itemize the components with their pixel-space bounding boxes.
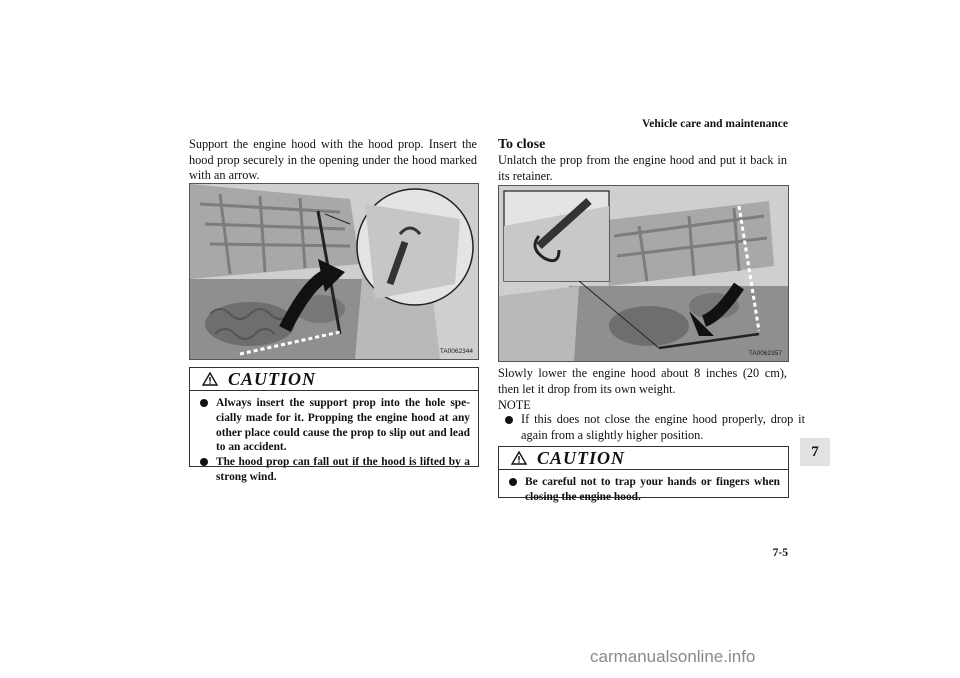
note-label: NOTE [498,398,531,412]
warning-triangle-icon [202,372,218,386]
caution-item: The hood prop can fall out if the hood is lifted by a strong wind. [198,455,470,485]
caution-header [190,368,478,391]
figure-code: TA0062357 [748,350,782,357]
bullet-icon [509,478,517,486]
bullet-icon [200,399,208,407]
hood-prop-illustration [190,184,478,359]
caution-title: CAUTION [537,447,626,468]
bullet-icon [200,458,208,466]
watermark[interactable]: carmanualsonline.info [590,647,756,666]
page-number: 7-5 [772,547,788,559]
hood-prop-figure [189,183,479,360]
caution-item: Always insert the support prop into the hole spe-cially made for it. Propping the engine hood at any other place could cause the prop to slip out and lead to an accident. [198,396,470,455]
close-paragraph-1: Unlatch the prop from the engine hood and put it back in its retainer. [498,153,787,183]
note-item: If this does not close the engine hood properly, drop it again from a slightly higher position. [503,412,805,443]
intro-paragraph: Support the engine hood with the hood prop. Insert the hood prop securely in the opening under the hood marked with an arrow. [189,137,477,182]
bullet-icon [505,416,513,424]
caution-header [499,447,788,470]
caution-box-right [498,446,789,503]
caution-title: CAUTION [228,368,317,389]
hood-close-illustration [499,186,788,361]
close-paragraph-2: Slowly lower the engine hood about 8 inches (20 cm), then let it drop from its own weight. [498,366,787,396]
warning-triangle-icon [511,451,527,465]
figure-code: TA0062344 [439,348,473,355]
chapter-tab: 7 [800,438,830,466]
section-heading: To close [498,137,546,152]
caution-box-left [189,367,479,483]
page-header-title: Vehicle care and maintenance [642,118,788,130]
hood-close-figure [498,185,789,362]
caution-item: Be careful not to trap your hands or fingers when closing the engine hood. [507,475,780,505]
